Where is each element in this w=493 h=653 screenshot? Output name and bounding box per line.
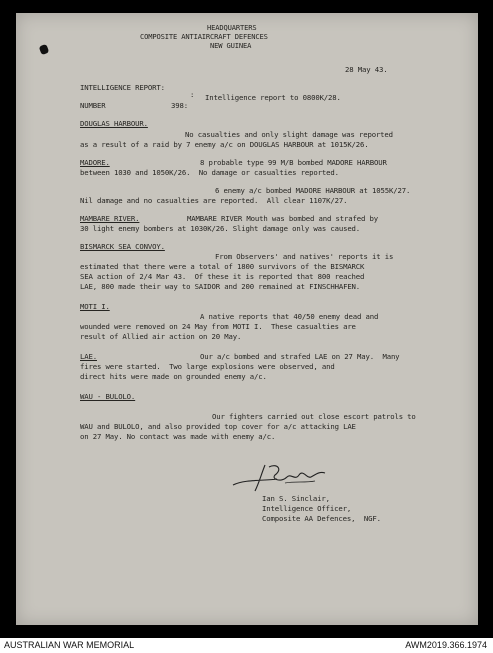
section-line: wounded were removed on 24 May from MOTI I. These casualties are [80, 322, 356, 331]
handwritten-signature [225, 457, 335, 497]
section-heading: MADORE. [80, 158, 110, 167]
report-number: 398: [171, 101, 188, 110]
section-heading: MAMBARE RIVER. [80, 214, 140, 223]
section-line: LAE, 800 made their way to SAIDOR and 200 remained at FINSCHHAFEN. [80, 282, 361, 291]
signatory-role: Intelligence Officer, [262, 504, 352, 513]
section-line: Our a/c bombed and strafed LAE on 27 May. Many [200, 352, 400, 361]
section-line: 30 light enemy bombers at 1030K/26. Slight damage only was caused. [80, 224, 361, 233]
section-heading: BISMARCK SEA CONVOY. [80, 242, 165, 251]
section-line: 6 enemy a/c bombed MADORE HARBOUR at 1055K/27. [215, 186, 411, 195]
footer-bar [0, 638, 493, 653]
signatory-name: Ian S. Sinclair, [262, 494, 330, 503]
report-colon: : [190, 90, 195, 99]
header-line-3: NEW GUINEA [210, 41, 252, 50]
section-line: WAU and BULOLO, and also provided top cover for a/c attacking LAE [80, 422, 356, 431]
document-date: 28 May 43. [345, 65, 388, 74]
report-label: INTELLIGENCE REPORT: [80, 83, 165, 92]
section-heading: LAE. [80, 352, 97, 361]
header-line-2: COMPOSITE ANTIAIRCRAFT DEFENCES [140, 32, 268, 41]
section-line: No casualties and only slight damage was reported [185, 130, 393, 139]
section-line: SEA action of 2/4 Mar 43. Of these it is reported that 800 reached [80, 272, 365, 281]
section-line: direct hits were made on grounded enemy a/c. [80, 372, 267, 381]
section-line: Our fighters carried out close escort patrols to [212, 412, 416, 421]
section-heading: DOUGLAS HARBOUR. [80, 119, 148, 128]
section-line: MAMBARE RIVER Mouth was bombed and strafed by [187, 214, 378, 223]
section-line: A native reports that 40/50 enemy dead and [200, 312, 379, 321]
signatory-unit: Composite AA Defences, NGF. [262, 514, 381, 523]
section-line: as a result of a raid by 7 enemy a/c on DOUGLAS HARBOUR at 1015K/26. [80, 140, 369, 149]
section-line: estimated that there were a total of 1800 survivors of the BISMARCK [80, 262, 365, 271]
header-line-1: HEADQUARTERS [207, 23, 257, 32]
section-line: From Observers' and natives' reports it is [215, 252, 394, 261]
section-line: 8 probable type 99 M/B bombed MADORE HARBOUR [200, 158, 387, 167]
section-line: Nil damage and no casualties are reported. All clear 1107K/27. [80, 196, 348, 205]
footer-accession: AWM2019.366.1974 [405, 640, 487, 650]
section-heading: MOTI I. [80, 302, 110, 311]
number-label: NUMBER [80, 101, 106, 110]
section-line: result of Allied air action on 20 May. [80, 332, 242, 341]
report-title: Intelligence report to 0800K/28. [205, 93, 341, 102]
section-line: between 1030 and 1050K/26. No damage or casualties reported. [80, 168, 339, 177]
section-line: fires were started. Two large explosions were observed, and [80, 362, 335, 371]
section-line: on 27 May. No contact was made with enemy a/c. [80, 432, 276, 441]
footer-source: AUSTRALIAN WAR MEMORIAL [4, 640, 135, 650]
section-heading: WAU - BULOLO. [80, 392, 136, 401]
